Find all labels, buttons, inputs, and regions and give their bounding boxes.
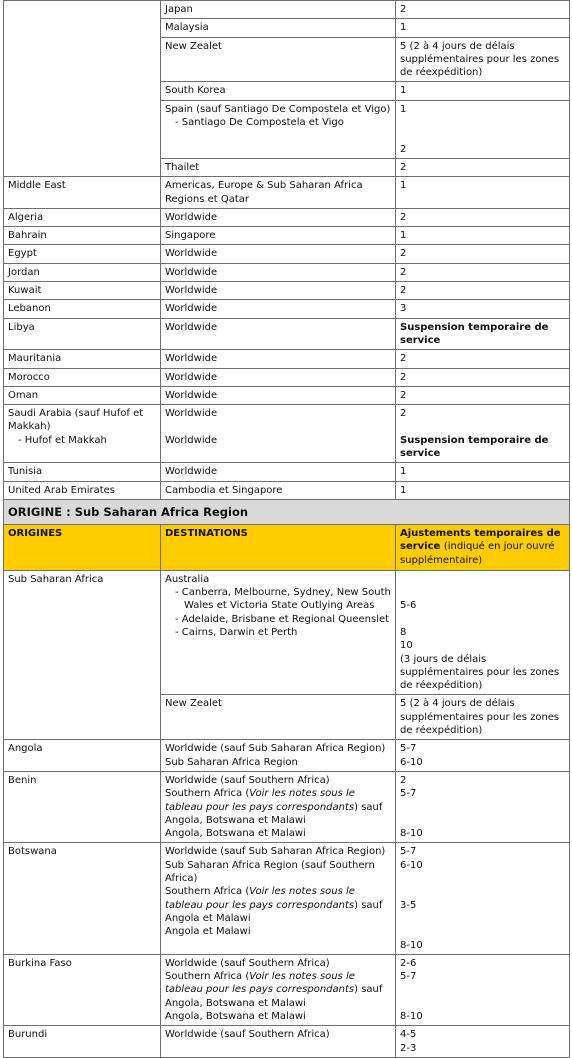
- header-destinations: DESTINATIONS: [161, 524, 396, 570]
- origin-line: Saudi Arabia (sauf Hufof et Makkah): [8, 408, 144, 433]
- destination-cell: Worldwide: [161, 350, 396, 368]
- table-row: [4, 177, 570, 209]
- adj-line: 5-7: [400, 788, 417, 800]
- adjustment-cell: 1: [396, 19, 570, 37]
- destination-cell: Worldwide (sauf Southern Africa): [161, 1026, 396, 1058]
- destination-cell: New Zealet: [161, 695, 396, 740]
- destination-cell: South Korea: [161, 82, 396, 100]
- adjustment-cell: [396, 843, 570, 954]
- dest-line: Angola, Botswana et Malawi: [165, 1011, 306, 1022]
- origin-cell: Middle East: [4, 177, 161, 209]
- adj-line: 8-10: [400, 1011, 423, 1022]
- origin-cell: Tunisia: [4, 463, 161, 481]
- destination-cell: Malaysia: [161, 19, 396, 37]
- origin-line: - Hufof et Makkah: [18, 434, 107, 446]
- dest-line: Worldwide: [165, 408, 218, 420]
- adjustment-cell: 2: [396, 386, 570, 404]
- adj-line: 8-10: [400, 828, 423, 840]
- origin-cell: Jordan: [4, 263, 161, 281]
- adjustment-cell: 2: [396, 158, 570, 176]
- adjustment-cell: 1: [396, 463, 570, 481]
- adjustment-cell: [396, 740, 570, 772]
- adjustment-cell: 1: [396, 481, 570, 499]
- adj-line: Suspension temporaire de service: [400, 434, 549, 460]
- dest-line: - Canberra, Melbourne, Sydney, New South: [175, 587, 391, 599]
- destination-cell: Worldwide: [161, 318, 396, 350]
- origin-cell: Algeria: [4, 208, 161, 226]
- origin-cell: Kuwait: [4, 282, 161, 300]
- destination-cell: Japan: [161, 1, 396, 19]
- dest-tail: sauf Angola et Malawi: [165, 899, 383, 924]
- adjustment-cell: 2: [396, 350, 570, 368]
- origin-cell: Botswana: [4, 843, 161, 954]
- table-row: [4, 350, 570, 368]
- destination-cell: Americas, Europe & Sub Saharan Africa Regions et Qatar: [161, 177, 396, 209]
- dest-line: Southern Africa (Voir les notes sous le tableau pour les pays correspondants) sauf Angola, Botswana et Malawi: [165, 788, 383, 826]
- origin-cell: Libya: [4, 318, 161, 350]
- destination-cell: Thailet: [161, 158, 396, 176]
- adjustment-cell: [396, 1026, 570, 1058]
- table-row: [4, 245, 570, 263]
- adjustment-cell: 2: [396, 282, 570, 300]
- notes-reference: Voir les notes sous le tableau pour les pays correspondants: [165, 886, 355, 911]
- table-row: [4, 843, 570, 954]
- adj-line: (3 jours de délais supplémentaires pour les zones de réexpédition): [400, 653, 560, 692]
- adj-line: 2-6: [400, 957, 417, 969]
- adj-line: 2: [400, 408, 407, 420]
- header-adjustments-note: (indiqué en jour ouvré supplémentaire): [400, 541, 555, 566]
- table-row: [4, 227, 570, 245]
- section-header-row: [4, 499, 570, 524]
- destination-cell: Cambodia et Singapore: [161, 481, 396, 499]
- table-row: [4, 481, 570, 499]
- dest-line: Worldwide: [165, 434, 218, 446]
- header-adjustments: [396, 524, 570, 570]
- adjustment-cell: [396, 100, 570, 158]
- adjustment-cell: 1: [396, 227, 570, 245]
- dest-line: Angola et Malawi: [165, 926, 251, 938]
- origin-cell: Bahrain: [4, 227, 161, 245]
- dest-line: Spain (sauf Santiago De Compostela et Vigo): [165, 103, 391, 115]
- dest-line: Worldwide (sauf Southern Africa): [165, 774, 330, 786]
- dest-tail: sauf Angola, Botswana et Malawi: [165, 801, 383, 826]
- origin-cell: Morocco: [4, 368, 161, 386]
- adj-line: 2-3: [400, 1042, 417, 1054]
- table-row: [4, 1026, 570, 1058]
- origin-cell: Benin: [4, 771, 161, 842]
- header-adjustments-label: Ajustements temporaires de service: [400, 527, 561, 553]
- adjustment-cell: 2: [396, 263, 570, 281]
- origin-cell: Lebanon: [4, 300, 161, 318]
- adj-line: 3-5: [400, 899, 417, 911]
- origin-cell: [4, 1, 161, 177]
- table-row: [4, 1, 570, 19]
- dest-line: - Adelaide, Brisbane et Regional Queenslet: [175, 613, 390, 625]
- table-row: [4, 954, 570, 1025]
- southern-africa-text: Southern Africa: [165, 788, 243, 800]
- table-row: [4, 740, 570, 772]
- dest-line: Sub Saharan Africa Region (sauf Southern Africa): [165, 859, 375, 885]
- destination-cell: [161, 740, 396, 772]
- table-row: [4, 463, 570, 481]
- adj-line: 1: [400, 103, 407, 115]
- table-row: [4, 208, 570, 226]
- adj-line: 5-6: [400, 600, 417, 612]
- adjustment-cell: 5 (2 à 4 jours de délais supplémentaires pour les zones de réexpédition): [396, 37, 570, 82]
- adjustment-cell: 1: [396, 82, 570, 100]
- adj-line: 8: [400, 626, 407, 638]
- table-row: [4, 368, 570, 386]
- adjustment-cell: Suspension temporaire de service: [396, 318, 570, 350]
- table-row: [4, 282, 570, 300]
- destination-cell: Worldwide: [161, 245, 396, 263]
- destination-cell: Worldwide: [161, 282, 396, 300]
- adjustment-cell: 2: [396, 208, 570, 226]
- table-row: [4, 771, 570, 842]
- dest-line: Australia: [165, 573, 210, 585]
- service-adjustments-table: [3, 0, 570, 1058]
- origin-cell: Egypt: [4, 245, 161, 263]
- adj-line: 10: [400, 640, 413, 652]
- adjustment-cell: [396, 771, 570, 842]
- dest-line: Worldwide (sauf Sub Saharan Africa Region): [165, 846, 386, 858]
- adjustment-cell: 1: [396, 177, 570, 209]
- adjustment-cell: 2: [396, 1, 570, 19]
- adj-line: 6-10: [400, 859, 423, 871]
- dest-line: Southern Africa (Voir les notes sous le tableau pour les pays correspondants) sauf Angola et Malawi: [165, 886, 383, 924]
- adj-line: 2: [400, 143, 407, 155]
- notes-reference: Voir les notes sous le tableau pour les pays correspondants: [165, 788, 355, 813]
- dest-line: Wales et Victoria State Outlying Areas: [184, 600, 375, 612]
- dest-line: Worldwide (sauf Sub Saharan Africa Region): [165, 743, 386, 755]
- adjustment-cell: 2: [396, 368, 570, 386]
- origin-cell: Burundi: [4, 1026, 161, 1058]
- destination-cell: Singapore: [161, 227, 396, 245]
- dest-tail: sauf Angola, Botswana et Malawi: [165, 984, 383, 1009]
- table-row: [4, 263, 570, 281]
- adjustment-cell: 5 (2 à 4 jours de délais supplémentaires pour les zones de réexpédition): [396, 695, 570, 740]
- dest-line: - Santiago De Compostela et Vigo: [175, 117, 344, 129]
- destination-cell: Worldwide: [161, 208, 396, 226]
- origin-cell: Angola: [4, 740, 161, 772]
- dest-line: Southern Africa (Voir les notes sous le tableau pour les pays correspondants) sauf Angola, Botswana et Malawi: [165, 971, 383, 1009]
- dest-line: Worldwide (sauf Southern Africa): [165, 957, 330, 969]
- adjustment-cell: [396, 954, 570, 1025]
- section-title: ORIGINE : Sub Saharan Africa Region: [4, 499, 570, 524]
- destination-cell: [161, 100, 396, 158]
- destination-cell: Worldwide: [161, 463, 396, 481]
- adj-line: 6-10: [400, 756, 423, 768]
- destination-cell: [161, 771, 396, 842]
- table-row: [4, 405, 570, 463]
- destination-cell: Worldwide: [161, 300, 396, 318]
- adjustment-cell: [396, 570, 570, 695]
- dest-line: Sub Saharan Africa Region: [165, 756, 298, 768]
- origin-cell: Sub Saharan Africa: [4, 570, 161, 740]
- column-header-row: [4, 524, 570, 570]
- notes-reference: Voir les notes sous le tableau pour les pays correspondants: [165, 971, 355, 996]
- destination-cell: Worldwide: [161, 263, 396, 281]
- southern-africa-text: Southern Africa: [165, 886, 243, 898]
- adjustment-cell: 3: [396, 300, 570, 318]
- table-row: [4, 318, 570, 350]
- adj-line: 8-10: [400, 939, 423, 951]
- dest-line: - Cairns, Darwin et Perth: [175, 626, 298, 638]
- table-row: [4, 386, 570, 404]
- adjustment-cell: [396, 405, 570, 463]
- destination-cell: [161, 570, 396, 695]
- destination-cell: [161, 843, 396, 954]
- adj-line: 5-7: [400, 846, 417, 858]
- southern-africa-text: Southern Africa: [165, 971, 243, 983]
- origin-cell: [4, 405, 161, 463]
- origin-cell: United Arab Emirates: [4, 481, 161, 499]
- adjustment-cell: 2: [396, 245, 570, 263]
- origin-cell: Burkina Faso: [4, 954, 161, 1025]
- header-origins: ORIGINES: [4, 524, 161, 570]
- destination-cell: [161, 405, 396, 463]
- table-row: [4, 570, 570, 695]
- destination-cell: Worldwide: [161, 386, 396, 404]
- adj-line: 2: [400, 774, 407, 786]
- table-row: [4, 300, 570, 318]
- adj-line: 5-7: [400, 971, 417, 983]
- dest-line: Angola, Botswana et Malawi: [165, 828, 306, 840]
- adj-line: 4-5: [400, 1029, 417, 1041]
- destination-cell: [161, 954, 396, 1025]
- origin-cell: Mauritania: [4, 350, 161, 368]
- destination-cell: Worldwide: [161, 368, 396, 386]
- origin-cell: Oman: [4, 386, 161, 404]
- destination-cell: New Zealet: [161, 37, 396, 82]
- adj-line: 5-7: [400, 743, 417, 755]
